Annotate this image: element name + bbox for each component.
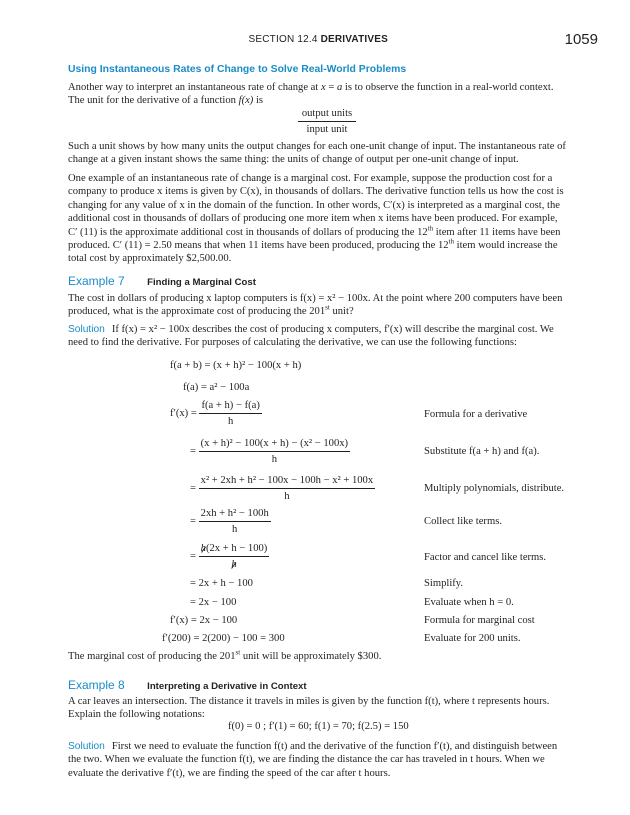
note-marginal: Formula for marginal cost bbox=[424, 615, 535, 626]
note-formula-derivative: Formula for a derivative bbox=[424, 409, 528, 420]
section-label bbox=[249, 34, 388, 45]
text-line: The marginal cost of producing the 201 bbox=[68, 651, 236, 662]
text-line: If f(x) = x² − 100x describes the cost of producing x computers, f′(x) will describe the marginal cost. We bbox=[111, 324, 554, 335]
eq-derivative-definition bbox=[170, 400, 262, 427]
numerator: 2xh + h² − 100h bbox=[199, 508, 271, 522]
note-evaluate: Evaluate when h = 0. bbox=[424, 597, 514, 608]
numerator: f(a + h) − f(a) bbox=[199, 400, 261, 414]
fraction bbox=[199, 475, 376, 502]
note-simplify: Simplify. bbox=[424, 578, 464, 589]
example-7-question bbox=[68, 292, 578, 319]
page-number: 1059 bbox=[564, 31, 598, 48]
note-collect: Collect like terms. bbox=[424, 516, 502, 527]
intro-text: The unit for the derivative of a function bbox=[68, 95, 239, 107]
example-8-title bbox=[68, 676, 307, 694]
note-multiply: Multiply polynomials, distribute. bbox=[424, 483, 565, 494]
cancelled-h: h bbox=[231, 559, 237, 570]
example-7-solution bbox=[68, 323, 578, 350]
text-line: changing for any value of x in the domain of the function. In other words, C′(x) is interpreted as a marginal cost, the bbox=[68, 199, 560, 211]
numerator: (x + h)² − 100(x + h) − (x² − 100x) bbox=[199, 438, 350, 452]
example-7-title bbox=[68, 272, 256, 290]
eq-f-a-plus-b: f(a + b) = (x + h)² − 100(x + h) bbox=[170, 360, 302, 371]
denominator bbox=[199, 557, 270, 570]
ordinal-suffix: th bbox=[427, 224, 434, 233]
solution-label: Solution bbox=[68, 324, 105, 335]
denominator: h bbox=[228, 416, 234, 427]
note-factor: Factor and cancel like terms. bbox=[424, 552, 547, 563]
example-8-question bbox=[68, 695, 578, 722]
eq-factor bbox=[190, 543, 269, 570]
text-line: produced, what is the approximate cost of producing the 201 bbox=[68, 306, 326, 318]
text-line: item would increase the bbox=[454, 240, 558, 252]
function-fx: f(x) bbox=[238, 95, 254, 107]
equals: = bbox=[190, 445, 196, 457]
eq-substitute bbox=[190, 438, 350, 465]
ordinal-suffix: st bbox=[325, 303, 330, 312]
section-heading: Using Instantaneous Rates of Change to Solve Real-World Problems bbox=[68, 64, 407, 75]
example-7-conclusion bbox=[68, 650, 578, 663]
f-prime-x: f′(x) = bbox=[170, 407, 197, 419]
solution-label: Solution bbox=[68, 741, 105, 752]
intro-text: is to observe the function in a real-world context. bbox=[342, 82, 554, 93]
eq-f-a: f(a) = a² − 100a bbox=[183, 382, 250, 393]
text-line: produced. C′ (11) = 2.50 means that when 11 items have been produced, producing the 12 bbox=[68, 240, 449, 252]
eq-collect bbox=[190, 508, 271, 535]
fraction bbox=[199, 400, 261, 427]
example-8-name: Interpreting a Derivative in Context bbox=[147, 681, 307, 692]
ordinal-suffix: st bbox=[235, 648, 241, 657]
equals: = bbox=[190, 482, 196, 494]
text-line: A car leaves an intersection. The distance it travels in miles is given by the function f(t), where t represents hours. bbox=[68, 696, 550, 707]
example-8-label: Example 8 bbox=[68, 678, 125, 692]
equals: = bbox=[190, 550, 196, 562]
intro-text: Another way to interpret an instantaneous rate of change at bbox=[68, 82, 321, 93]
denominator: h bbox=[271, 454, 278, 465]
text-line: total cost by approximately $2,500.00. bbox=[68, 253, 232, 265]
fraction bbox=[199, 543, 270, 570]
text-line: evaluate the derivative f′(t), we are finding the speed of the car after t hours. bbox=[68, 767, 391, 779]
example-7-name: Finding a Marginal Cost bbox=[147, 277, 256, 288]
equals: = bbox=[190, 515, 196, 527]
intro-text: is bbox=[253, 95, 264, 107]
cancelled-h: h bbox=[200, 543, 206, 554]
example-7-label: Example 7 bbox=[68, 274, 125, 288]
text-line: item after 11 items have been bbox=[433, 226, 561, 238]
eq-evaluate: = 2x − 100 bbox=[190, 597, 237, 608]
section-title: DERIVATIVES bbox=[320, 34, 388, 45]
fraction bbox=[199, 508, 271, 535]
factor: (2x + h − 100) bbox=[205, 543, 268, 554]
marginal-cost-paragraph bbox=[68, 172, 578, 266]
eq-multiply bbox=[190, 475, 375, 502]
text-line: unit will be approximately $300. bbox=[240, 651, 382, 662]
unit-fraction bbox=[298, 108, 356, 135]
numerator bbox=[199, 543, 270, 557]
ordinal-suffix: th bbox=[448, 237, 454, 246]
text-line: change at a given instant shows the same thing: the units of change of output per one-unit change of input. bbox=[68, 154, 519, 166]
var-a: a bbox=[336, 82, 343, 93]
eq-marginal-cost: f′(x) = 2x − 100 bbox=[170, 615, 238, 626]
eq-evaluate-200: f′(200) = 2(200) − 100 = 300 bbox=[162, 633, 285, 644]
text-line: One example of an instantaneous rate of change is a marginal cost. For example, suppose the production cost for a bbox=[68, 173, 553, 184]
denominator: h bbox=[232, 524, 238, 535]
text-line: company to produce x items is given by C(x), in thousands of dollars. The derivative function tells us how the cost is bbox=[68, 186, 564, 198]
text-line: First we need to evaluate the function f(t) and the derivative of the function f′(t), and distinguish between bbox=[111, 741, 558, 752]
note-200: Evaluate for 200 units. bbox=[424, 633, 521, 644]
text-line: The cost in dollars of producing x laptop computers is f(x) = x² − 100x. At the point where 200 computers have been bbox=[68, 293, 563, 304]
equals: = bbox=[325, 82, 337, 93]
intro-paragraph bbox=[68, 81, 578, 108]
text-line: the two. When we evaluate the function f(t), we are finding the distance the car has traveled in t hours. When we bbox=[68, 754, 545, 766]
notation-list: f(0) = 0 ; f′(1) = 60; f(1) = 70; f(2.5) = 150 bbox=[228, 721, 409, 732]
unit-denominator: input unit bbox=[306, 124, 348, 135]
text-line: unit? bbox=[329, 306, 354, 318]
section-number: SECTION 12.4 bbox=[248, 34, 318, 45]
text-line: Such a unit shows by how many units the output changes for each one-unit change of input. The instantaneous rate of bbox=[68, 141, 566, 152]
unit-numerator: output units bbox=[298, 108, 356, 122]
eq-simplify: = 2x + h − 100 bbox=[190, 578, 253, 589]
denominator: h bbox=[284, 491, 290, 502]
example-8-solution bbox=[68, 740, 578, 780]
text-line: C′ (11) is the approximate additional cost in thousands of dollars of producing the 12 bbox=[68, 226, 428, 238]
unit-explanation-paragraph bbox=[68, 140, 578, 167]
text-line: Explain the following notations: bbox=[68, 709, 205, 721]
numerator: x² + 2xh + h² − 100x − 100h − x² + 100x bbox=[199, 475, 376, 489]
text-line: need to find the derivative. For purposes of calculating the derivative, we can use the following functions: bbox=[68, 337, 517, 349]
fraction bbox=[199, 438, 350, 465]
note-substitute: Substitute f(a + h) and f(a). bbox=[424, 446, 540, 457]
text-line: additional cost in thousands of dollars of producing one more item when x items have been produced. For example, bbox=[68, 213, 558, 225]
var-x: x bbox=[320, 82, 326, 93]
